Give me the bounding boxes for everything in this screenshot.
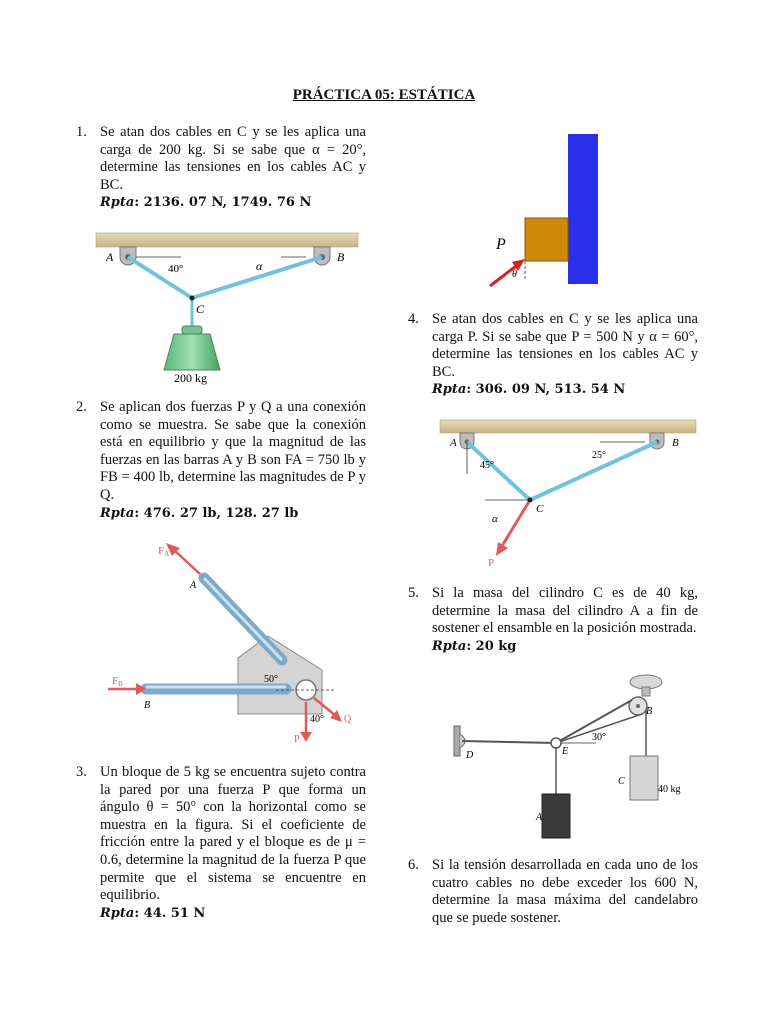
svg-text:FA: FA [158, 545, 170, 558]
label-a: A [536, 812, 543, 823]
ceiling [96, 233, 358, 247]
ring-e [551, 738, 561, 748]
problem-4 [408, 311, 698, 399]
problem-1 [76, 124, 366, 212]
label-theta: θ [512, 269, 517, 280]
problem-6 [408, 857, 698, 927]
cylinder-a [542, 794, 570, 838]
label-a: A [190, 580, 197, 591]
wall [568, 134, 598, 284]
problem-number: 3. [76, 764, 87, 780]
angle-50: 50° [264, 674, 278, 685]
cable-de [462, 741, 556, 743]
problem-3 [76, 764, 366, 922]
problem-text: Un bloque de 5 kg se encuentra sujeto contra la pared por una fuerza P que forma un ángulo θ = 50° con la horizontal como se muestra en la figura. Si el coeficiente de fricción entre la pared y el bloque es de μ = 0.6, determine la magnitud de la fuerza P que permite que el sistema se encuentre en equilibrio. [100, 764, 366, 904]
angle-30: 30° [592, 732, 606, 743]
weight-200kg [164, 334, 220, 370]
problem-number: 4. [408, 311, 419, 327]
force-p [502, 500, 530, 546]
ceiling [440, 420, 696, 433]
label-p: P [488, 557, 495, 569]
gusset-plate [238, 636, 322, 714]
answer: Rpta: 44. 51 N [100, 905, 206, 921]
problem-text: Se atan dos cables en C y se les aplica una carga P. Si se sabe que P = 500 N y α = 60°, determine las tensiones en los cables AC y BC. [432, 311, 698, 380]
figure-1-cables [96, 226, 358, 386]
svg-text:FB: FB [112, 675, 123, 688]
figure-2-connection [104, 538, 366, 750]
label-c: C [196, 302, 205, 316]
page-title: PRÁCTICA 05: ESTÁTICA [292, 87, 476, 103]
figure-4-cables [440, 414, 696, 574]
label-a: A [450, 437, 457, 449]
label-fa: F [158, 545, 165, 557]
angle-alpha: α [492, 513, 498, 525]
label-p: P [294, 734, 300, 745]
label-c: C [618, 776, 625, 787]
angle-alpha: α [256, 259, 263, 273]
problem-text: Se atan dos cables en C y se les aplica una carga de 200 kg. Si se sabe que α = 20°, determine las tensiones en los cables AC y BC. [100, 124, 366, 193]
problem-text: Si la tensión desarrollada en cada uno de los cuatro cables no debe exceder los 600 N, determine la masa máxima del candelabro que se puede sostener. [432, 857, 698, 926]
angle-40: 40° [168, 263, 184, 275]
angle-25: 25° [592, 450, 606, 461]
answer: Rpta: 20 kg [432, 638, 517, 654]
cable-ac [467, 442, 530, 500]
label-e: E [562, 746, 569, 757]
problem-5 [408, 585, 698, 655]
support-b [314, 247, 330, 265]
label-p: P [496, 236, 506, 253]
label-fb: F [112, 675, 119, 687]
label-q: Q [344, 714, 352, 725]
label-d: D [466, 750, 474, 761]
angle-45: 45° [480, 460, 494, 471]
problem-number: 5. [408, 585, 419, 601]
mass-label: 40 kg [658, 784, 681, 795]
figure-3-block-wall [480, 130, 600, 290]
problem-text: Si la masa del cilindro C es de 40 kg, determine la masa del cilindro A a fin de sostener el ensamble en la posición mostrada. [432, 585, 698, 637]
load-label: 200 kg [174, 371, 207, 385]
label-b: B [144, 700, 151, 711]
label-b: B [646, 706, 653, 717]
label-c: C [536, 503, 544, 515]
problem-2 [76, 399, 366, 522]
label-b: B [337, 250, 345, 264]
answer: Rpta: 306. 09 N, 513. 54 N [432, 382, 626, 398]
cylinder-c [630, 756, 658, 800]
problem-text: Se aplican dos fuerzas P y Q a una conexión como se muestra. Se sabe que la conexión está en equilibrio y que la magnitud de las fuerzas en las barras A y B son FA = 750 lb y FB = 400 lb, determine las magnitudes de P y Q. [100, 399, 366, 503]
block [525, 218, 568, 261]
arrow-fa [174, 550, 200, 574]
support-b [650, 433, 664, 449]
label-a: A [106, 250, 114, 264]
problem-number: 6. [408, 857, 419, 873]
figure-5-pulleys [452, 670, 700, 840]
problem-number: 2. [76, 399, 87, 415]
answer: Rpta: 2136. 07 N, 1749. 76 N [100, 195, 312, 211]
label-b: B [672, 437, 679, 449]
angle-40: 40° [310, 714, 324, 725]
ceiling-mount [630, 675, 662, 696]
answer: Rpta: 476. 27 lb, 128. 27 lb [100, 505, 299, 521]
problem-number: 1. [76, 124, 87, 140]
